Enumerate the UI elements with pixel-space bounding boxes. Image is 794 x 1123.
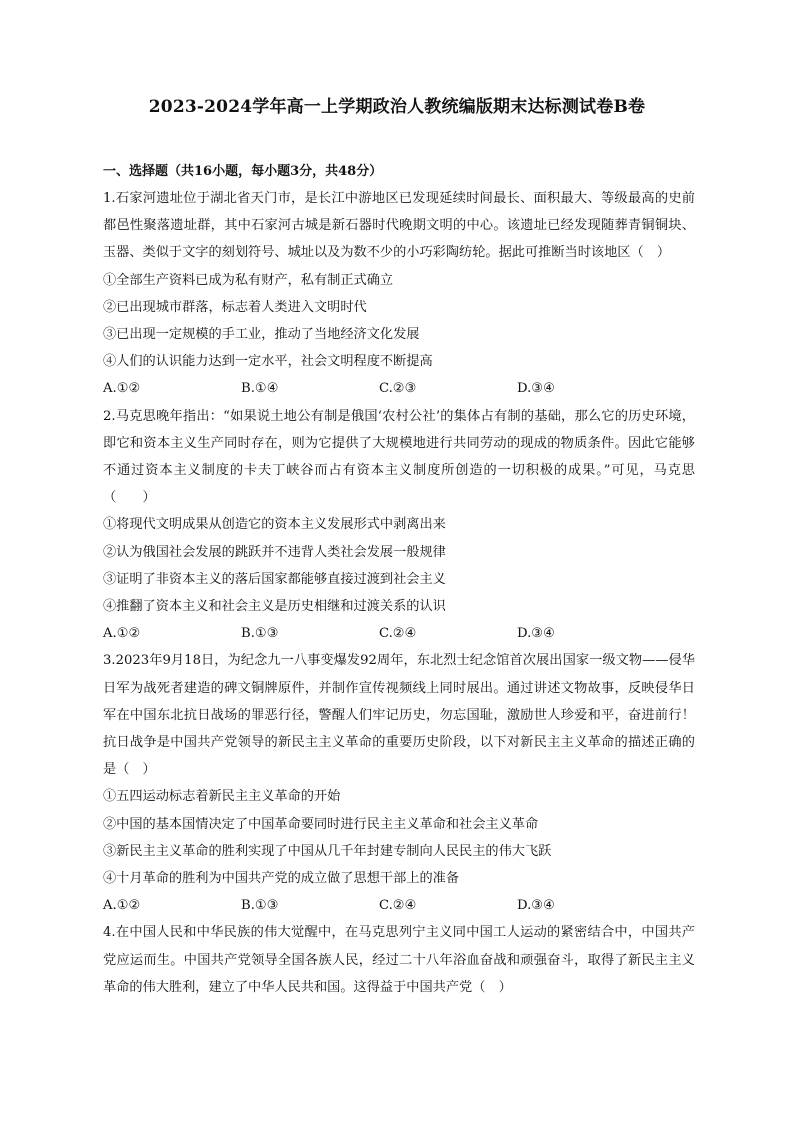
choice-a: A.①② [103,626,141,642]
question-option: ④推翻了资本主义和社会主义是历史相继和过渡关系的认识 [103,599,446,615]
question-option: ②中国的基本国情决定了中国革命要同时进行民主主义革命和社会主义革命 [103,816,539,832]
question-option: ③已出现一定规模的手工业，推动了当地经济文化发展 [103,327,420,343]
question-option: ①全部生产资料已成为私有财产，私有制正式确立 [103,272,394,288]
question-option: ②认为俄国社会发展的跳跃并不违背人类社会发展一般规律 [103,544,446,560]
choice-a: A.①② [103,381,141,397]
question-list [103,185,695,1001]
question-2 [103,403,695,648]
choice-b: B.①④ [241,381,279,397]
choice-c: C.②④ [379,626,417,642]
answer-choices [103,375,695,402]
question-option: ①将现代文明成果从创造它的资本主义发展形式中剥离出来 [103,517,446,533]
choice-d: D.③④ [517,381,555,397]
question-option: ④人们的认识能力达到一定水平，社会文明程度不断提高 [103,354,433,370]
question-option: ②已出现城市群落，标志着人类进入文明时代 [103,299,367,315]
question-4 [103,919,695,1001]
section-heading: 一、选择题（共16小题，每小题3分，共48分） [103,164,383,179]
choice-b: B.①③ [241,898,279,914]
answer-choices [103,620,695,647]
answer-choices [103,892,695,919]
question-stem: 2.马克思晚年指出：“如果说土地公有制是俄国‘农村公社’的集体占有制的基础，那么它的历史环境，即它和资本主义生产同时存在，则为它提供了大规模地进行共同劳动的现成的物质条件。因此它能够不通过资本主义制度的卡夫丁峡谷而占有资本主义制度所创造的一切积极的成果。”可见，马克思（ ） [103,408,695,506]
choice-c: C.②④ [379,898,417,914]
choice-d: D.③④ [517,626,555,642]
choice-d: D.③④ [517,898,555,914]
page-title: 2023-2024学年高一上学期政治人教统编版期末达标测试卷B卷 [148,97,646,117]
choice-c: C.②③ [379,381,417,397]
question-option: ①五四运动标志着新民主主义革命的开始 [103,789,341,805]
question-stem: 1.石家河遗址位于湖北省天门市，是长江中游地区已发现延续时间最长、面积最大、等级最高的史前都邑性聚落遗址群，其中石家河古城是新石器时代晚期文明的中心。该遗址已经发现随葬青铜铜块、玉器、类似于文字的刻划符号、城址以及为数不少的小巧彩陶纺轮。据此可推断当时该地区（ ） [103,191,695,261]
choice-b: B.①③ [241,626,279,642]
question-1 [103,185,695,403]
question-option: ③新民主主义革命的胜利实现了中国从几千年封建专制向人民民主的伟大飞跃 [103,843,552,859]
question-3 [103,647,695,919]
question-option: ④十月革命的胜利为中国共产党的成立做了思想干部上的准备 [103,871,460,887]
question-stem: 3.2023年9月18日，为纪念九一八事变爆发92周年，东北烈士纪念馆首次展出国家一级文物——侵华日军为战死者建造的碑文铜牌原件，并制作宣传视频线上同时展出。通过讲述文物故事，反映侵华日军在中国东北抗日战场的罪恶行径，警醒人们牢记历史，勿忘国耻，激励世人珍爱和平，奋进前行！抗日战争是中国共产党领导的新民主主义革命的重要历史阶段，以下对新民主主义革命的描述正确的是（ ） [103,653,695,778]
question-stem: 4.在中国人民和中华民族的伟大觉醒中，在马克思列宁主义同中国工人运动的紧密结合中，中国共产党应运而生。中国共产党领导全国各族人民，经过二十八年浴血奋战和顽强奋斗，取得了新民主主义革命的伟大胜利，建立了中华人民共和国。这得益于中国共产党（ ） [103,925,695,995]
choice-a: A.①② [103,898,141,914]
question-option: ③证明了非资本主义的落后国家都能够直接过渡到社会主义 [103,571,446,587]
